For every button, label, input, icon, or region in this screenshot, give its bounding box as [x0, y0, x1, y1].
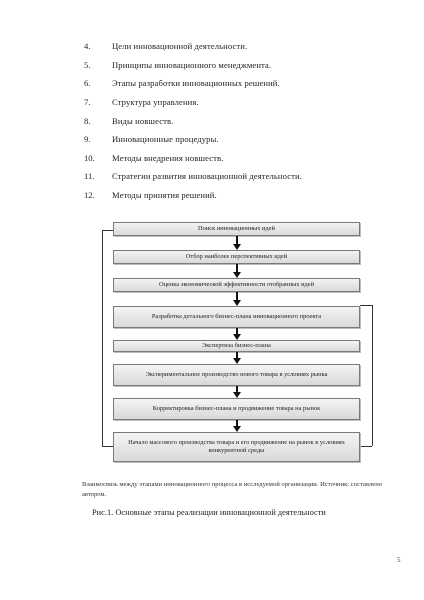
down-arrow-icon [234, 236, 240, 250]
list-item-text: Цели инновационной деятельности. [112, 41, 248, 52]
flow-step: Поиск инновационных идей [113, 222, 360, 236]
list-item-text: Методы принятия решений. [112, 190, 217, 201]
feedback-line [360, 305, 372, 306]
feedback-line [102, 446, 113, 447]
down-arrow-icon [234, 264, 240, 278]
list-item [84, 93, 404, 112]
list-item [84, 56, 404, 75]
flow-step: Отбор наиболее перспективных идей [113, 250, 360, 264]
flow-step: Начало массового производства товара и его продвижение на рынок в условиях конкурентной среды [113, 432, 360, 462]
page-number: 5 [397, 556, 401, 564]
list-item-text: Инновационные процедуры. [112, 134, 219, 145]
down-arrow-icon [234, 386, 240, 398]
list-item-text: Принципы инновационного менеджмента. [112, 59, 272, 70]
figure-caption: Рис.1. Основные этапы реализации инновационной деятельности [92, 508, 326, 517]
list-item [84, 130, 404, 149]
feedback-line [102, 230, 113, 231]
list-item [84, 74, 404, 93]
figure-note: Взаимосвязь между этапами инновационного процесса в исследуемой организации. Источник: составлено автором. [82, 481, 383, 498]
list-item [84, 149, 404, 168]
feedback-line [360, 446, 372, 447]
flow-step: Оценка экономической эффективности отобранных идей [113, 278, 360, 292]
list-item-number: 11. [84, 171, 95, 182]
list-item-number: 4. [84, 41, 91, 52]
list-item-number: 10. [84, 152, 95, 163]
list-item-text: Структура управления. [112, 97, 199, 108]
down-arrow-icon [234, 420, 240, 432]
down-arrow-icon [234, 352, 240, 364]
list-item-text: Методы внедрения новшеств. [112, 152, 224, 163]
list-item-text: Этапы разработки инновационных решений. [112, 78, 280, 89]
process-flowchart [100, 222, 400, 472]
down-arrow-icon [234, 328, 240, 340]
list-item [84, 111, 404, 130]
list-item [84, 186, 404, 205]
list-item-number: 9. [84, 134, 91, 145]
list-item-text: Стратегии развития инновационной деятельности. [112, 171, 302, 182]
flow-step: Разработка детального бизнес-плана инновационного проекта [113, 306, 360, 328]
feedback-line [372, 305, 373, 446]
list-item [84, 37, 404, 56]
list-item-number: 12. [84, 190, 95, 201]
feedback-line [102, 230, 103, 446]
list-item-number: 5. [84, 59, 91, 70]
flow-step: Экспертиза бизнес-плана [113, 340, 360, 352]
list-item-number: 8. [84, 115, 91, 126]
down-arrow-icon [234, 292, 240, 306]
flow-step: Экспериментальное производство нового товара в условиях рынка [113, 364, 360, 386]
list-item [84, 167, 404, 186]
numbered-list [84, 37, 404, 204]
flow-step: Корректировка бизнес-плана и продвижение товара на рынок [113, 398, 360, 420]
list-item-text: Виды новшеств. [112, 115, 174, 126]
list-item-number: 6. [84, 78, 91, 89]
list-item-number: 7. [84, 97, 91, 108]
